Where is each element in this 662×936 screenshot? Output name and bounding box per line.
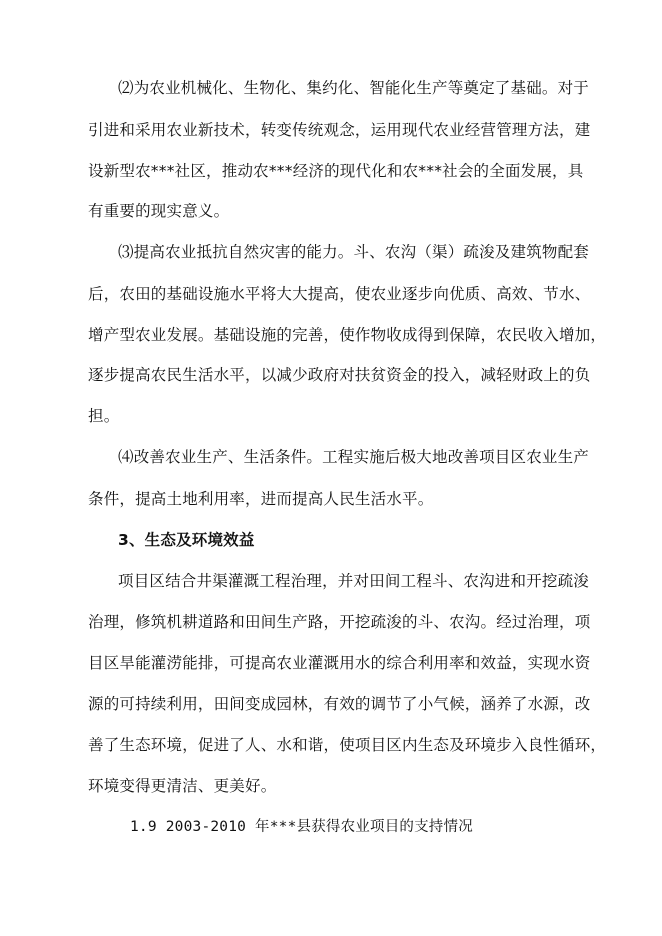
paragraph-2-line-3: 设新型农***社区，推动农***经济的现代化和农***社会的全面发展，具 (88, 162, 584, 180)
paragraph-3-line-5: 担。 (88, 407, 120, 425)
paragraph-5-line-1: 项目区结合井渠灌溉工程治理，并对田间工程斗、农沟进和开挖疏浚 (118, 572, 590, 590)
paragraph-3-line-1: ⑶提高农业抵抗自然灾害的能力。斗、农沟（渠）疏浚及建筑物配套 (118, 243, 590, 261)
paragraph-4-line-2: 条件，提高土地利用率，进而提高人民生活水平。 (88, 490, 434, 508)
paragraph-5-line-4: 源的可持续利用，田间变成园林，有效的调节了小气候，涵养了水源，改 (88, 695, 591, 713)
paragraph-2-line-2: 引进和采用农业新技术，转变传统观念，运用现代农业经营管理方法，建 (88, 121, 591, 139)
paragraph-5-line-2: 治理，修筑机耕道路和田间生产路，开挖疏浚的斗、农沟。经过治理，项 (88, 613, 591, 631)
section-heading-ecology: 3、生态及环境效益 (118, 531, 255, 549)
paragraph-3-line-2: 后，农田的基础设施水平将大大提高，使农业逐步向优质、高效、节水、 (88, 285, 591, 303)
paragraph-3-line-3: 增产型农业发展。基础设施的完善，使作物收成得到保障，农民收入增加， (88, 326, 607, 344)
paragraph-5-line-5: 善了生态环境，促进了人、水和谐，使项目区内生态及环境步入良性循环， (88, 736, 607, 754)
paragraph-4-line-1: ⑷改善农业生产、生活条件。工程实施后极大地改善项目区农业生产 (118, 448, 590, 466)
paragraph-5-line-6: 环境变得更清洁、更美好。 (88, 777, 277, 795)
paragraph-5-line-3: 目区旱能灌涝能排，可提高农业灌溉用水的综合利用率和效益，实现水资 (88, 654, 591, 672)
paragraph-2-line-4: 有重要的现实意义。 (88, 202, 230, 220)
paragraph-2-line-1: ⑵为农业机械化、生物化、集约化、智能化生产等奠定了基础。对于 (118, 79, 590, 97)
paragraph-3-line-4: 逐步提高农民生活水平，以减少政府对扶贫资金的投入，减轻财政上的负 (88, 366, 591, 384)
section-heading-1-9: 1.9 2003-2010 年***县获得农业项目的支持情况 (130, 819, 473, 835)
